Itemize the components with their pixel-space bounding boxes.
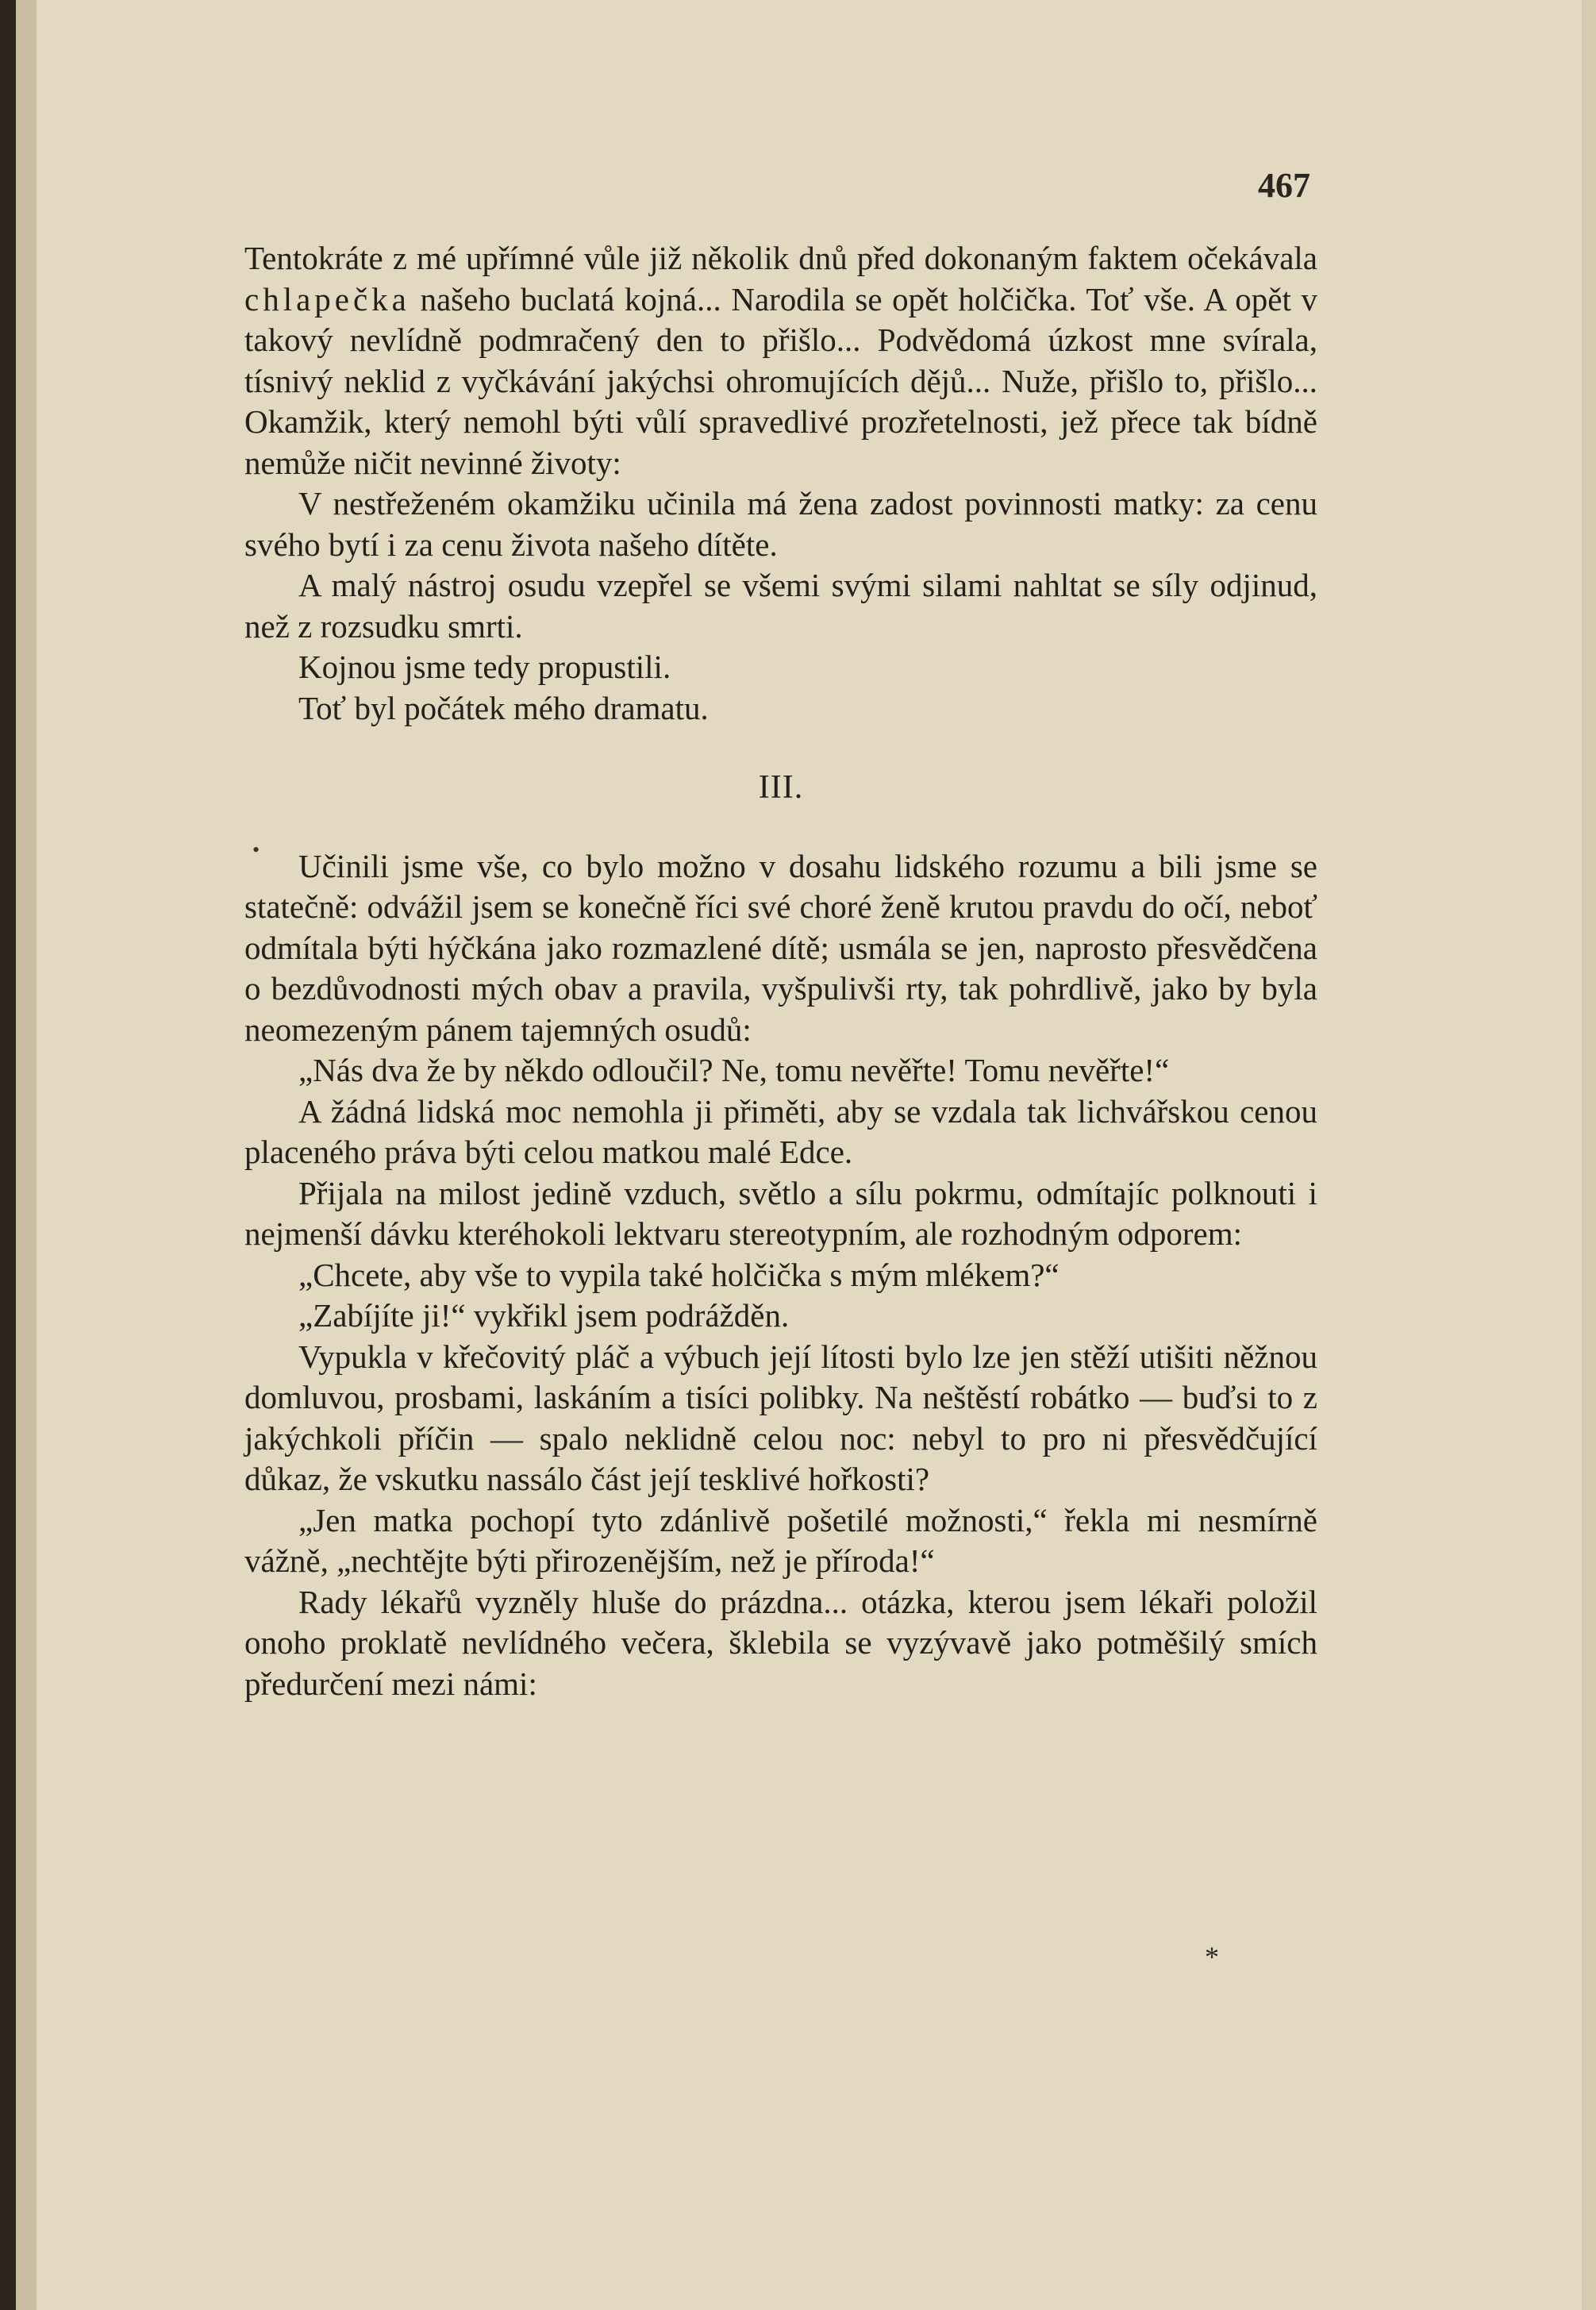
text-run: našeho buclatá kojná... Narodila se opět holčička. Toť vše. A opět v takový nevlídně podmračený den to přišlo... Podvědomá úzkost mne svírala, tísnivý neklid z vyčkávání jakýchsi ohromujících dějů... Nuže, přišlo to, přišlo... Okamžik, který nemohl býti vůlí spravedlivé prozřetelnosti, jež přece tak bídně nemůže ničit nevinné životy: — [244, 280, 1317, 481]
paragraph: „Zabíjíte ji!“ vykřikl jsem podrážděn. — [298, 1297, 790, 1334]
body-text — [244, 238, 1317, 1704]
paragraph: A malý nástroj osudu vzepřel se všemi svými silami nahltat se síly odjinud, než z rozsudku smrti. — [244, 567, 1317, 645]
paragraph: Přijala na milost jedině vzduch, světlo a sílu pokrmu, odmítajíc polknouti i nejmenší dávku kteréhokoli lektvaru stereotypním, ale rozhodným odporem: — [244, 1174, 1317, 1252]
print-speck: • — [252, 838, 260, 861]
paragraph: Vypukla v křečovitý pláč a výbuch její lítosti bylo lze jen stěží utišiti něžnou domluvou, prosbami, laskáním a tisíci polibky. Na neštěstí robátko — buďsi to z jakýchkoli příčin — spalo neklidně celou noc: nebyl to pro ni přesvědčující důkaz, že vskutku nassálo část její tesklivé hořkosti? — [244, 1338, 1317, 1497]
paragraph: „Jen matka pochopí tyto zdánlivě pošetilé možnosti,“ řekla mi nesmírně vážně, „nechtějte býti přirozenějším, než je příroda!“ — [244, 1501, 1317, 1579]
paragraph: Rady lékařů vyzněly hluše do prázdna... otázka, kterou jsem lékaři položil onoho proklatě nevlídného večera, šklebila se vyzývavě jako potměšilý smích předurčení mezi námi: — [244, 1583, 1317, 1702]
paragraph: Toť byl počátek mého dramatu. — [298, 689, 709, 726]
paragraph: „Nás dva že by někdo odloučil? Ne, tomu nevěřte! Tomu nevěřte!“ — [298, 1052, 1170, 1088]
gutter-shadow — [16, 0, 37, 2310]
section-three-text — [244, 846, 1317, 1705]
book-binding-edge — [0, 0, 16, 2310]
page-edge-shadow — [1582, 0, 1596, 2310]
paragraph — [244, 238, 1317, 483]
paragraph: „Chcete, aby vše to vypila také holčička s mým mlékem?“ — [298, 1256, 1060, 1293]
text-run: Tentokráte z mé upřímné vůle již několik dnů před dokonaným faktem očekávala — [244, 240, 1317, 276]
page-number: 467 — [1258, 166, 1310, 205]
paragraph: Kojnou jsme tedy propustili. — [298, 649, 671, 685]
section-end-mark: * — [1205, 1941, 1219, 1973]
paragraph: Učinili jsme vše, co bylo možno v dosahu lidského rozumu a bili jsme se statečně: odvážil jsem se konečně říci své choré ženě krutou pravdu do očí, neboť odmítala býti hýčkána jako rozmazlené dítě; usmála se jen, naprosto přesvědčena o bezdůvodnosti mých obav a pravila, vyšpulivši rty, tak pohrdlivě, jako by byla neomezeným pánem tajemných osudů: — [244, 847, 1317, 1048]
emphasized-word: chlapečka — [244, 280, 410, 318]
section-heading: III. — [758, 769, 804, 806]
paragraph: A žádná lidská moc nemohla ji přiměti, aby se vzdala tak lichvářskou cenou placeného práva býti celou matkou malé Edce. — [244, 1092, 1317, 1170]
paragraph: V nestřeženém okamžiku učinila má žena zadost povinnosti matky: za cenu svého bytí i za cenu života našeho dítěte. — [244, 485, 1317, 563]
